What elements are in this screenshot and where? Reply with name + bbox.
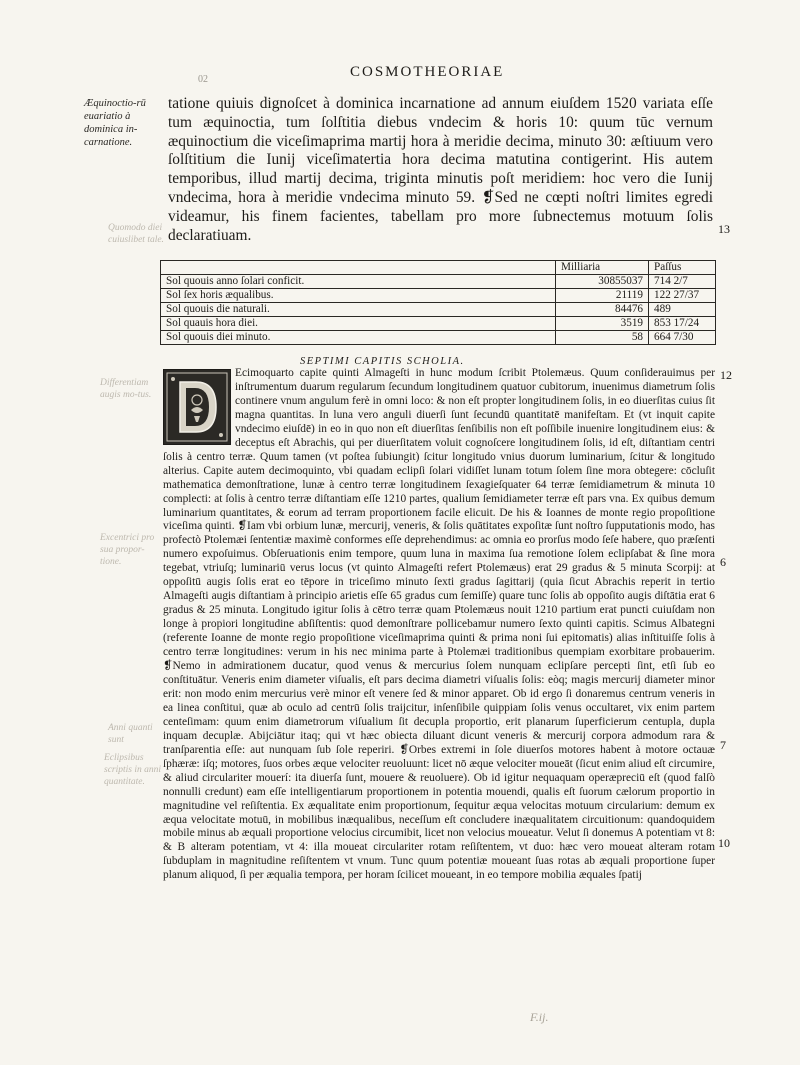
sun-motion-table — [160, 260, 716, 345]
row-passus: 122 27/37 — [649, 289, 716, 303]
row-miliaria: 21119 — [556, 289, 649, 303]
ghost-note-3: Excentrici pro sua propor-tione. — [100, 533, 155, 567]
margin-number-7: 7 — [720, 738, 726, 752]
row-miliaria: 30855037 — [556, 275, 649, 289]
signature-mark: F.ij. — [530, 1010, 549, 1024]
row-miliaria: 3519 — [556, 317, 649, 331]
table-row — [161, 275, 716, 289]
ghost-note-2: Differentiam augis mo-tus. — [100, 378, 152, 400]
row-label: Sol quauis hora diei. — [161, 317, 556, 331]
scholia-text-block — [163, 367, 715, 883]
row-miliaria: 84476 — [556, 303, 649, 317]
row-miliaria: 58 — [556, 331, 649, 345]
margin-number-6: 6 — [720, 555, 726, 569]
ghost-note-1: Quomodo diei cuiuslibet tale. — [108, 223, 164, 245]
side-note: Æquinoctio-rū euariatio à dominica in-carnatione. — [84, 98, 146, 148]
table-row — [161, 289, 716, 303]
row-passus: 489 — [649, 303, 716, 317]
running-head: COSMOTHEORIAE — [350, 64, 505, 80]
table-row — [161, 303, 716, 317]
ghost-note-5: Eclipsibus scriptis in anni quantitate. — [104, 753, 162, 787]
table-header-passus: Paſſus — [649, 261, 716, 275]
scholia-paragraph: Ecimoquarto capite quinti Almageſti in hunc modum ſcribit Ptolemæus. Quum conſiderauimus per inſtrumentum duarum regularum ſecundum longitudinem quatuor cubitorum, inuenimus diametrum ſolis continere vnum angulum ferè in omni loco: & non eſt propter longitudinem ſolis, in eo diuerſitas cuius ſit magna quantitas. In luna vero anguli diuerſi ſunt ſecundū quantitatē manifeſtam. Et (vt inquit capite vndecimo eiuſdē) in eo in quo non eſt diuerſitas ſenſibilis non eſt poſſibile inuenire longitudinem eius: & deceptus eſt Abrachis, qui per diuerſitatem voluit cognoſcere longitudinem ſolis, id eſt, diſtantiam centri ſolis à centro terræ. Quum tamen (vt poſtea ſubiungit) ſcitur longitudo vnius duorum luminarium, ſcitur & longitudo alterius. Capite autem decimoquinto, vbi quadam eclipſi ſolari vidiſſet lunam totum ſolem ſine mora obtegere: cōcluſit mathematica demonſtratione, lunæ à centro terræ longitudinem ſexagieſquater 64 terræ ſemidiametrum & minuta 10 complecti: at ſolis à centro terræ diſtantiam eſſe 1210 partes, qualium ſemidiameter terræ eſt pars vna. Ex quibus demum luminarium quantitates, & eorum ad terram proportionem facile elicuit. De his & Ioannes de monte regio propoſitione viceſima quinti. ❡Iam vbi orbium lunæ, mercurij, veneris, & ſolis quātitates expoſitæ ſunt noſtro ſupputationis modo, has profectò Ptolemæi ſententiæ maximè conformes eſſe deprehendimus: ac omnia eo prorſus modo ſeſe habere, quo præſenti numero expoſuimus. Obſeruationis enim tempore, quum luna in maxima ſua remotione ſolem eclipſabat & ſine mora tegebat, vtriuſq; luminariū verus locus (vt quinto Almageſti refert Ptolemæus) erat 29 gradus & 5 minuta Scorpij: at oppoſitū augis ſolis erat eo tēpore in triceſimo minuto ſexti gradus ſagittarij (quia ſicut Abrachis reperit in tertio Almageſti augis diſtantiam à principio arietis eſſe 65 gradus cum ſemiſſe) quare tunc ſolis ab oppoſito augis diſtātia erat 6 gradus & 25 minuta. Longitudo igitur ſolis à cētro terræ quam Ptolemæus nouit 1210 partium erat puncti cuiuſdam non longe à propiori longitudine abſiſtentis: quod demonſtrare pollicebamur numero ſexto quinti capitis. Scimus Albategni (referente Ioanne de monte regio propoſitione viceſimaprima quinti & prima noni ſui epitomatis) alias inſtituiſſe ſolis à centro terræ longitudines: verum in his nec minima parte à Ptolemæi traditionibus quempiam exorbitare probauerim. ❡Nemo in admirationem ducatur, quod venus & mercurius ſolem nunquam eclipſare percepti ſint, etſi ſub eo conſtituātur. Veneris enim diameter viſualis, eſt pars decima diametri viſualis ſolis: eòq; magis mercurij diameter minor erit: non modo enim mercurius verè minor eſt venere ſed & minor apparet. Ob id ergo ſi donaremus centrum veneris in ea linea conſtitui, quæ ab oculo ad centrū ſolis traijcitur, inſenſibile quippiam ſolis venus occultaret, vix enim partem centeſimam: quum enim diametrorum viſualium ſit decupla proportio, erit planarum ſuperficierum centupla, dupla inquam decuplæ. Abijciātur itaq; qui vt hæc obiecta diluant dicunt veneris & mercurij corpora admodum rara & tranſparentia eſſe: aut nunquam ſub ſole reperiri. ❡Orbes extremi in ſole diuerſos motores habent à motore octauæ ſphæræ: iſq; motores, ſuos orbes æque velociter reuoluunt: licet nō æque velociter moueāt (ſicut enim aliud eſt circumire, & aliud circulariter mouerí: ita diuerſa ſunt, mouere & reuoluere). Ob id igitur nequaquam operæpreciū eſt (quod falſò nonnulli credunt) eam eſſe intelligentiarum proportionem in potentia mouendi, qualis eſt ſuorum cælorum proportio in magnitudine vel reſiſtentia. Ex æqualitate enim proportionum, ſequitur æqua velocitas motuum circularium: demum ex æqua velocitate motuū, in mobilibus inæqualibus, neceſſum eſt concludere inæqualitatem circuitionum: quandoquidem mobile minus ab æquali proportione velocius circumibit, licet non velocius moueatur. Velut ſi donemus A potentiam vt 8: & B alteram potentiam, vt 4: illa moueat circulariter rotam reſiſtentem, vt duo: hæc vero moueat alteram rotam ſubduplam in magnitudine reſiſtentem vt vnum. Tunc quum potentiæ moueant ſuas rotas ab æquali proportione ſuper planum aliquod, ſi per æqualia tempora, per horam ſcilicet moueant, in eo tempore mobilia æquales ſpatij — [163, 367, 715, 882]
main-paragraph: tatione quiuis dignoſcet à dominica incarnatione ad annum eiuſdem 1520 variata eſſe tum æquinoctia, tum ſolſtitia diebus vndecim & horis 10: quum tūc vernum æquinoctium die viceſimaprima martij hora à meridie decima, minuto 30: æſtiuum vero ſolſtitium die Iunij viceſimatertia hora decima matutina contigerint. His autem temporibus, illud martij decima, triginta minutis poſt meridiem: hoc vero die Iunij vndecima, hora à meridie vndecima minuto 59. ❡Sed ne cœpti noſtri limites egredi videamur, his finem facientes, tabellam pro more ſubnectemus motuum ſolis declaratiuam. — [168, 95, 713, 244]
folio-mark: 02 — [198, 74, 208, 85]
row-passus: 664 7/30 — [649, 331, 716, 345]
table-header-miliaria: Milliaria — [556, 261, 649, 275]
row-label: Sol quouis die naturali. — [161, 303, 556, 317]
ghost-note-4: Anni quanti sunt — [108, 723, 153, 745]
margin-number-13: 13 — [718, 222, 730, 236]
row-label: Sol ſex horis æqualibus. — [161, 289, 556, 303]
row-label: Sol quouis anno ſolari conficit. — [161, 275, 556, 289]
table-row — [161, 317, 716, 331]
margin-number-10: 10 — [718, 836, 730, 850]
row-passus: 853 17/24 — [649, 317, 716, 331]
table-row — [161, 331, 716, 345]
table-header-label — [161, 261, 556, 275]
row-passus: 714 2/7 — [649, 275, 716, 289]
row-label: Sol quouis diei minuto. — [161, 331, 556, 345]
scholia-title: SEPTIMI CAPITIS SCHOLIA. — [300, 356, 465, 367]
main-text-block — [168, 95, 713, 245]
table-header-row — [161, 261, 716, 275]
margin-number-12: 12 — [720, 368, 732, 382]
